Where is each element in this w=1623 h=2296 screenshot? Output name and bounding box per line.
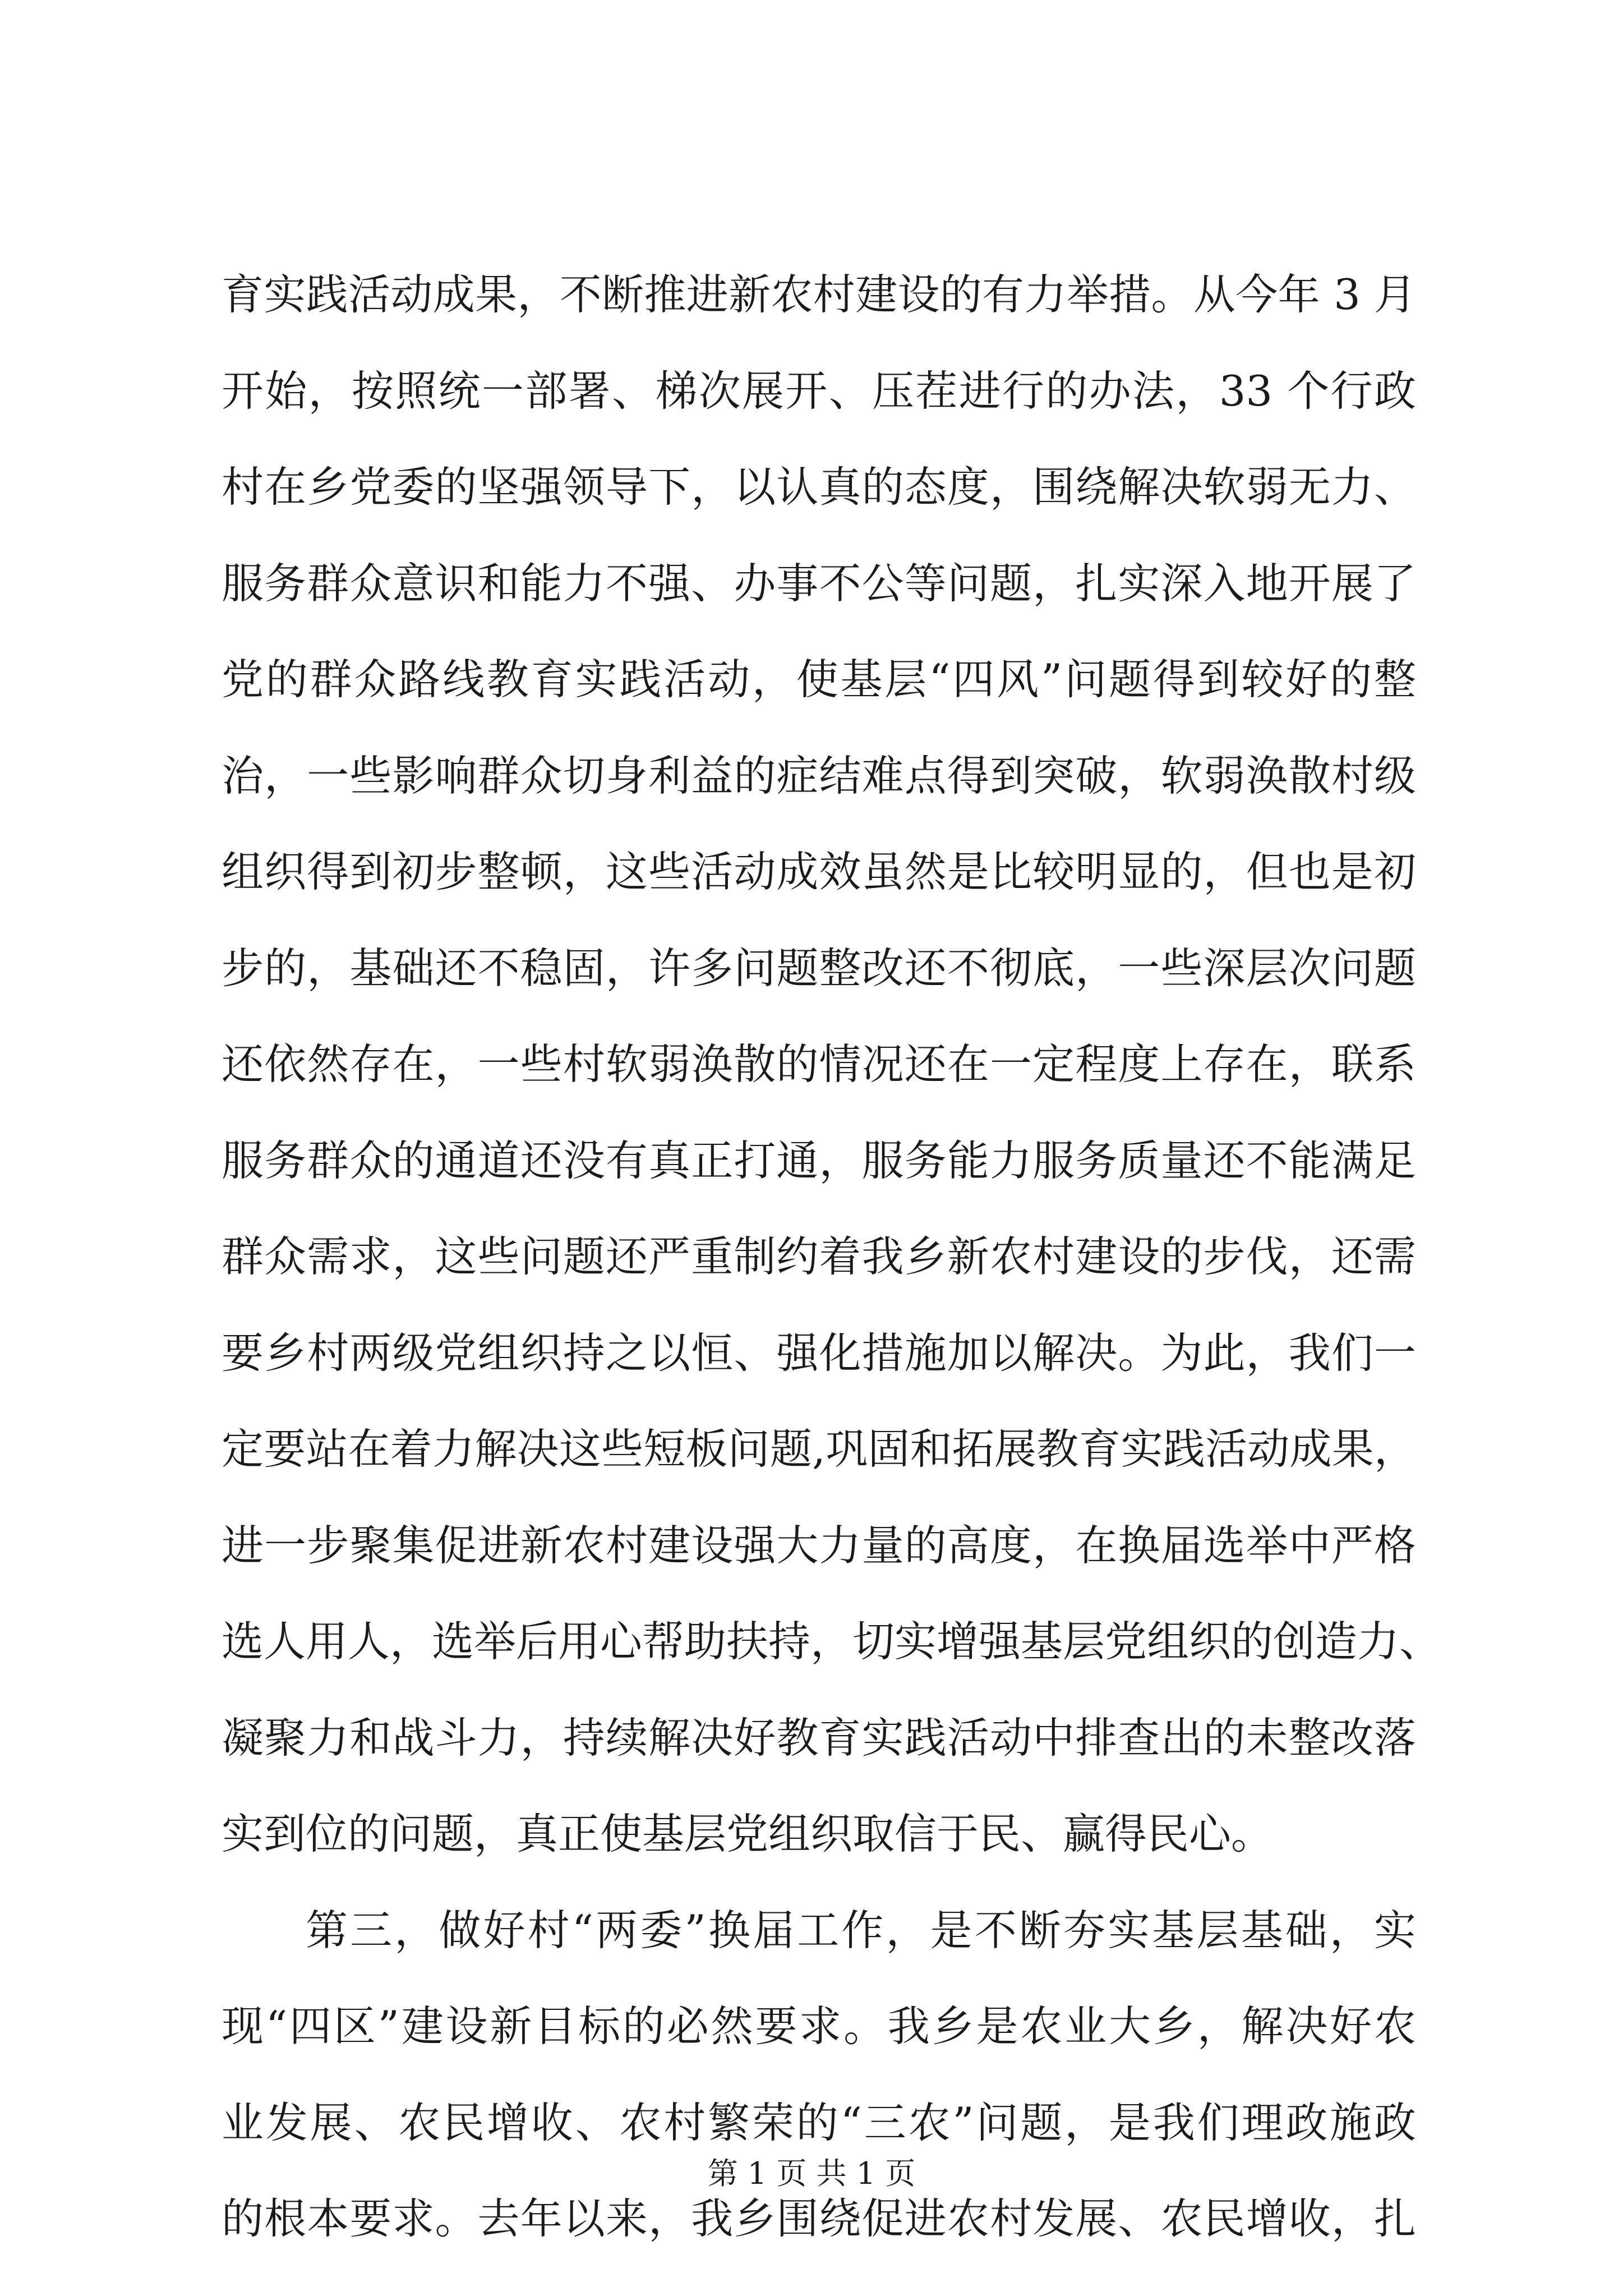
text-line-1: 育实践活动成果，不断推进新农村建设的有力举措。从今年 3 月 — [222, 270, 1416, 319]
body-text — [222, 247, 1442, 2267]
text-line-2: 开始，按照统一部署、梯次展开、压茬进行的办法，33 个行政 — [222, 366, 1416, 416]
text-line-5: 党的群众路线教育实践活动，使基层“四风”问题得到较好的整 — [222, 655, 1416, 704]
text-line-21: 的根本要求。去年以来，我乡围绕促进农村发展、农民增收，扎 — [222, 2194, 1416, 2243]
text-line-14: 进一步聚集促进新农村建设强大力量的高度，在换届选举中严格 — [222, 1520, 1416, 1570]
text-line-12: 要乡村两级党组织持之以恒、强化措施加以解决。为此，我们一 — [222, 1328, 1416, 1378]
text-line-6: 治，一些影响群众切身利益的症结难点得到突破，软弱涣散村级 — [222, 751, 1416, 800]
text-line-4: 服务群众意识和能力不强、办事不公等问题，扎实深入地开展了 — [222, 558, 1416, 608]
text-line-10: 服务群众的通道还没有真正打通，服务能力服务质量还不能满足 — [222, 1135, 1416, 1185]
page-number-label: 第 1 页 共 1 页 — [707, 2156, 916, 2191]
text-line-18: 第三，做好村“两委”换届工作，是不断夯实基层基础，实 — [306, 1905, 1416, 1955]
text-line-16: 凝聚力和战斗力，持续解决好教育实践活动中排查出的未整改落 — [222, 1713, 1416, 1763]
page-footer — [0, 2154, 1623, 2193]
text-line-20: 业发展、农民增收、农村繁荣的“三农”问题，是我们理政施政 — [222, 2097, 1416, 2147]
text-line-17: 实到位的问题，真正使基层党组织取信于民、赢得民心。 — [222, 1809, 1274, 1858]
text-line-19: 现“四区”建设新目标的必然要求。我乡是农业大乡，解决好农 — [222, 2001, 1416, 2051]
text-line-15: 选人用人，选举后用心帮助扶持，切实增强基层党组织的创造力、 — [222, 1617, 1442, 1666]
text-line-9: 还依然存在，一些村软弱涣散的情况还在一定程度上存在，联系 — [222, 1039, 1416, 1089]
text-line-7: 组织得到初步整顿，这些活动成效虽然是比较明显的，但也是初 — [222, 847, 1416, 896]
text-line-11: 群众需求，这些问题还严重制约着我乡新农村建设的步伐，还需 — [222, 1232, 1416, 1281]
text-line-3: 村在乡党委的坚强领导下，以认真的态度，围绕解决软弱无力、 — [222, 462, 1416, 512]
text-line-8: 步的，基础还不稳固，许多问题整改还不彻底，一些深层次问题 — [222, 943, 1416, 993]
text-line-13: 定要站在着力解决这些短板问题,巩固和拓展教育实践活动成果， — [222, 1424, 1416, 1474]
